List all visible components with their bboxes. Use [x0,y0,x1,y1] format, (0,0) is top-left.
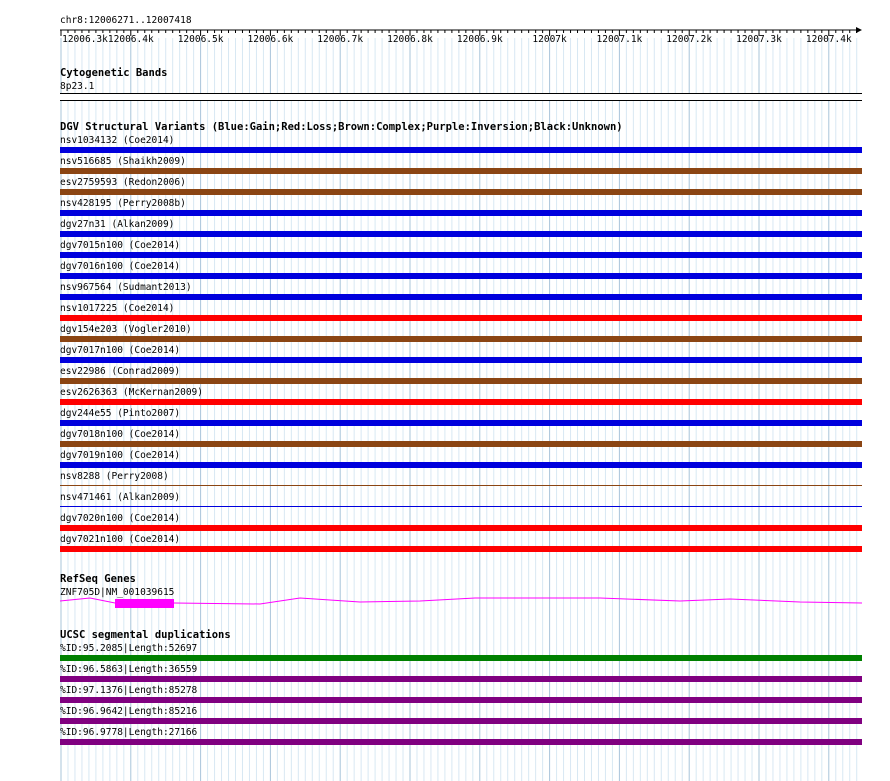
gene-intron-line [60,598,862,604]
dgv-variant-bar[interactable] [60,378,862,384]
dgv-variant-label[interactable]: nsv471461 (Alkan2009) [60,492,181,503]
ruler-tick-label: 12007.2k [666,34,713,45]
segdup-bar[interactable] [60,697,862,703]
ruler-tick-label: 12006.8k [387,34,433,45]
dgv-variant-label[interactable]: dgv7015n100 (Coe2014) [60,240,181,251]
dgv-variant-bar[interactable] [60,294,862,300]
segdup-bar[interactable] [60,655,862,661]
dgv-variant-bar[interactable] [60,546,862,552]
segdup-track-title: UCSC segmental duplications [60,629,231,641]
segdup-bar[interactable] [60,676,862,682]
dgv-variant-label[interactable]: dgv244e55 (Pinto2007) [60,408,181,419]
gene-label[interactable]: ZNF705D|NM_001039615 [60,587,175,598]
ruler-location: chr8:12006271..12007418 [60,15,192,26]
segdup-label[interactable]: %ID:95.2085|Length:52697 [60,643,198,654]
dgv-variant-bar[interactable] [60,485,862,486]
dgv-variant-label[interactable]: dgv154e203 (Vogler2010) [60,324,192,335]
dgv-variant-label[interactable]: dgv7016n100 (Coe2014) [60,261,181,272]
segdup-label[interactable]: %ID:96.9642|Length:85216 [60,706,198,717]
ruler-tick-label: 12006.5k [177,34,224,45]
dgv-variant-bar[interactable] [60,147,862,153]
ruler-tick-label: 12006.9k [456,34,503,45]
dgv-variant-bar[interactable] [60,336,862,342]
dgv-variant-label[interactable]: dgv7018n100 (Coe2014) [60,429,181,440]
ruler-tick-label: 12006.7k [317,34,364,45]
dgv-variant-label[interactable]: esv22986 (Conrad2009) [60,366,181,377]
ruler-tick-label: 12006.6k [247,34,294,45]
dgv-variant-bar[interactable] [60,168,862,174]
dgv-variant-label[interactable]: dgv7019n100 (Coe2014) [60,450,181,461]
segdup-label[interactable]: %ID:97.1376|Length:85278 [60,685,198,696]
ruler-tick-label: 12006.3k [62,34,108,45]
dgv-variant-label[interactable]: dgv7020n100 (Coe2014) [60,513,181,524]
dgv-variant-label[interactable]: nsv8288 (Perry2008) [60,471,169,482]
cytoband-bar[interactable] [60,93,862,101]
segdup-bar[interactable] [60,718,862,724]
dgv-variant-bar[interactable] [60,315,862,321]
dgv-variant-bar[interactable] [60,357,862,363]
dgv-variant-bar[interactable] [60,210,862,216]
dgv-track-title: DGV Structural Variants (Blue:Gain;Red:Loss;Brown:Complex;Purple:Inversion;Black:Unknown) [60,121,623,133]
cytoband-label[interactable]: 8p23.1 [60,81,95,92]
dgv-variant-bar[interactable] [60,231,862,237]
dgv-variant-label[interactable]: nsv516685 (Shaikh2009) [60,156,186,167]
dgv-variant-bar[interactable] [60,420,862,426]
segdup-bar[interactable] [60,739,862,745]
dgv-variant-bar[interactable] [60,525,862,531]
dgv-variant-bar[interactable] [60,506,862,507]
dgv-variant-label[interactable]: esv2759593 (Redon2006) [60,177,186,188]
dgv-variant-bar[interactable] [60,441,862,447]
gene-exon [115,599,174,608]
dgv-variant-bar[interactable] [60,273,862,279]
segdup-label[interactable]: %ID:96.9778|Length:27166 [60,727,198,738]
dgv-variant-label[interactable]: nsv428195 (Perry2008b) [60,198,186,209]
dgv-variant-label[interactable]: dgv7021n100 (Coe2014) [60,534,181,545]
refseq-track-title: RefSeq Genes [60,573,136,585]
cytoband-track-title: Cytogenetic Bands [60,67,168,79]
dgv-variant-bar[interactable] [60,252,862,258]
ruler-tick-label: 12007.4k [805,34,852,45]
ruler-tick-label: 12007.1k [596,34,643,45]
gene-model[interactable] [0,590,890,614]
dgv-variant-label[interactable]: nsv967564 (Sudmant2013) [60,282,192,293]
ruler-tick-label: 12007k [532,34,567,45]
ruler-tick-label: 12006.4k [107,34,154,45]
dgv-variant-label[interactable]: nsv1017225 (Coe2014) [60,303,175,314]
ruler-tick-label: 12007.3k [736,34,782,45]
dgv-variant-bar[interactable] [60,399,862,405]
dgv-variant-label[interactable]: nsv1034132 (Coe2014) [60,135,175,146]
dgv-variant-bar[interactable] [60,462,862,468]
dgv-variant-label[interactable]: dgv7017n100 (Coe2014) [60,345,181,356]
segdup-label[interactable]: %ID:96.5863|Length:36559 [60,664,198,675]
dgv-variant-bar[interactable] [60,189,862,195]
dgv-variant-label[interactable]: dgv27n31 (Alkan2009) [60,219,175,230]
dgv-variant-label[interactable]: esv2626363 (McKernan2009) [60,387,203,398]
